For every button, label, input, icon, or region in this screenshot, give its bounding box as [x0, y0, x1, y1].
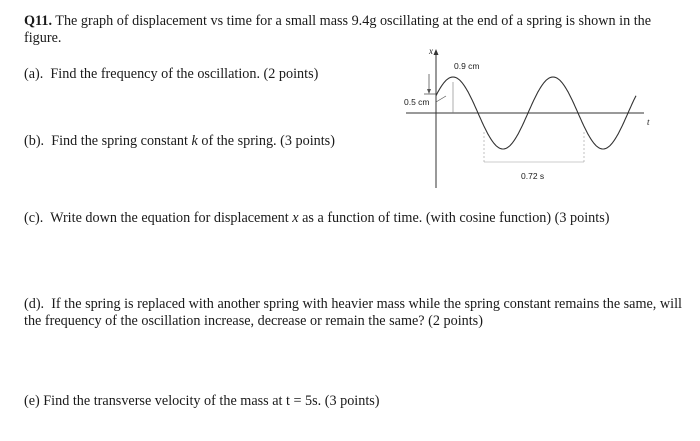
- part-d: [24, 296, 686, 330]
- part-b-text-after: of the spring. (3 points): [197, 133, 335, 149]
- part-c-text-after: as a function of time. (with cosine function) (3 points): [298, 210, 610, 226]
- part-c-label: (c).: [24, 210, 44, 226]
- y-axis-label: x: [429, 46, 433, 56]
- part-b: [24, 133, 335, 150]
- offset-arrow-head: [427, 89, 431, 94]
- part-d-label: (d).: [24, 296, 45, 312]
- period-label: 0.72 s: [521, 171, 545, 181]
- displacement-time-graph: [396, 42, 666, 192]
- peak-label: 0.9 cm: [454, 61, 480, 71]
- part-b-text-before: Find the spring constant: [51, 133, 192, 149]
- part-b-variable: k: [191, 133, 198, 149]
- part-a-label: (a).: [24, 66, 44, 82]
- question-text: The graph of displacement vs time for a small mass 9.4g oscillating at the end of a spring is shown in the figure.: [24, 13, 652, 46]
- part-b-label: (b).: [24, 133, 45, 149]
- offset-leader: [436, 96, 446, 102]
- part-c-variable: x: [292, 210, 299, 226]
- part-a: [24, 66, 318, 83]
- part-d-text: If the spring is replaced with another spring with heavier mass while the spring constant remains the same, will the frequency of the oscillation increase, decrease or remain the same? (2 points): [24, 296, 682, 329]
- x-axis-label: t: [647, 117, 650, 127]
- part-c-text-before: Write down the equation for displacement: [50, 210, 293, 226]
- y-axis-arrow: [434, 49, 439, 55]
- part-c: [24, 210, 609, 227]
- part-a-text: Find the frequency of the oscillation. (2 points): [50, 66, 319, 82]
- part-e-text: Find the transverse velocity of the mass at t = 5s. (3 points): [43, 393, 380, 409]
- question-number: Q11.: [24, 13, 52, 29]
- part-e-label: (e): [24, 393, 40, 409]
- offset-label: 0.5 cm: [404, 97, 430, 107]
- part-e: [24, 393, 380, 410]
